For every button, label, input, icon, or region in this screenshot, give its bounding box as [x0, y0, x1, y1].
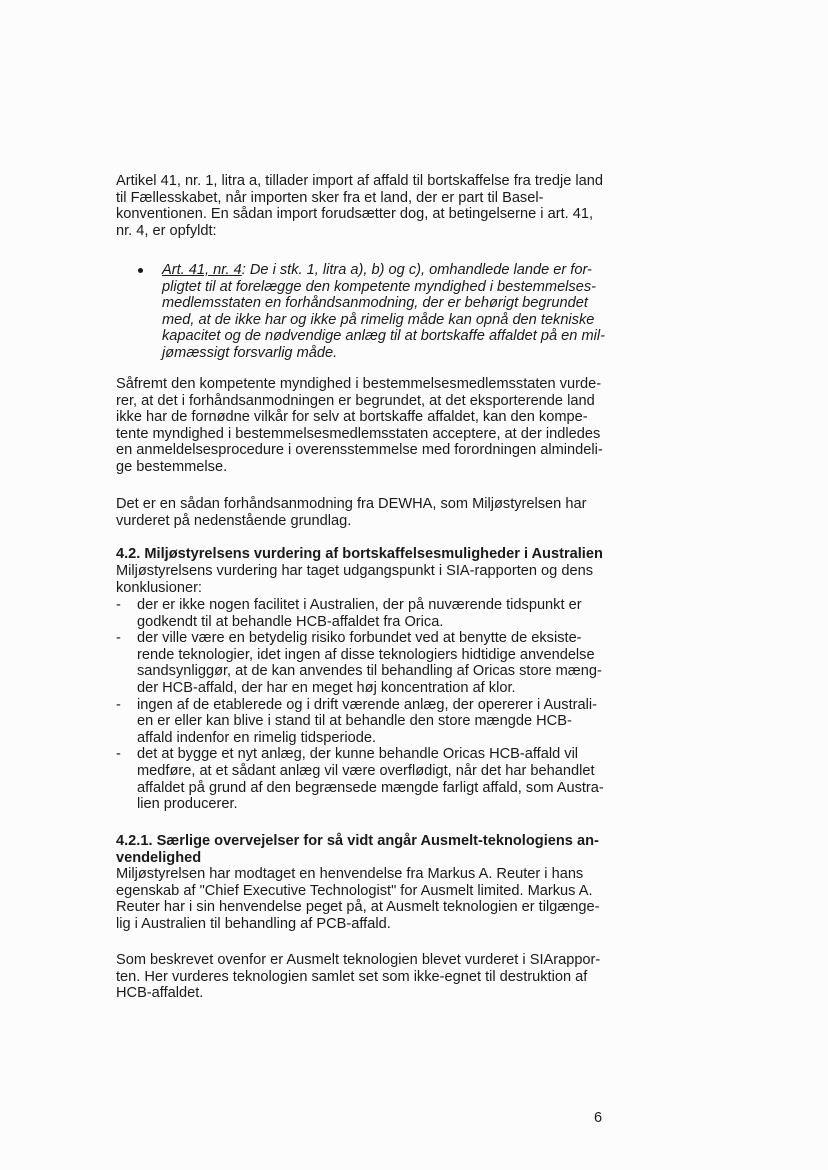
section-4-2-intro: [116, 563, 616, 596]
text-line: Reuter har i sin henvendelse peget på, at Ausmelt teknologien er tilgænge-: [116, 899, 600, 916]
text-line: jømæssigt forsvarlig måde.: [162, 344, 338, 361]
text-line: Artikel 41, nr. 1, litra a, tillader import af affald til bortskaffelse fra tredje land: [116, 173, 603, 189]
paragraph-article-41: [116, 173, 616, 239]
text-line: Miljøstyrelsens vurdering har taget udgangspunkt i SIA-rapporten og dens: [116, 563, 593, 579]
section-heading-4-2-1: [116, 833, 616, 866]
text-line: tente myndighed i bestemmelsesmedlemsstaten acceptere, at der indledes: [116, 425, 601, 442]
text-line: med, at de ikke har og ikke på rimelig måde kan opnå den tekniske: [162, 311, 595, 328]
text-line: affald indenfor en rimelig tidsperiode.: [137, 729, 377, 746]
heading-text: 4.2.1. Særlige overvejelser for så vidt angår Ausmelt-teknologiens an-: [116, 833, 599, 849]
dash-bullet: -: [116, 597, 121, 613]
bullet-icon: [138, 268, 143, 273]
text-line: der HCB-affald, der har en meget høj koncentration af klor.: [137, 679, 516, 696]
dash-bullet: -: [116, 696, 121, 713]
text-line: en er eller kan blive i stand til at behandle den store mængde HCB-: [137, 713, 572, 730]
list-item: [116, 630, 616, 696]
text-line: til Fællesskabet, når importen sker fra et land, der er part til Basel-: [116, 189, 544, 206]
text-line: konventionen. En sådan import forudsætter dog, at betingelserne i art. 41,: [116, 206, 594, 223]
text-line: medlemsstaten en forhåndsanmodning, der er behørigt begrundet: [162, 295, 588, 312]
text-line: : De i stk. 1, litra a), b) og c), omhandlede lande er for-: [241, 262, 592, 278]
text-line: ten. Her vurderes teknologien samlet set som ikke-egnet til destruktion af: [116, 968, 588, 985]
text-line: HCB-affaldet.: [116, 985, 204, 1002]
text-line: ingen af de etablerede og i drift værende anlæg, der opererer i Australi-: [137, 696, 597, 713]
paragraph-dewha-request: [116, 496, 616, 529]
text-line: kapacitet og de nødvendige anlæg til at bortskaffe affaldet på en mil-: [162, 328, 605, 345]
heading-text: vendelighed: [116, 849, 202, 866]
text-line: konklusioner:: [116, 579, 202, 596]
article-reference: Art. 41, nr. 4: [162, 262, 242, 278]
page-number: 6: [594, 1110, 603, 1126]
text-line: Miljøstyrelsen har modtaget en henvendelse fra Markus A. Reuter i hans: [116, 866, 584, 882]
dash-bullet: -: [116, 746, 121, 763]
paragraph-ausmelt-assessment: [116, 952, 616, 1002]
dash-bullet: -: [116, 630, 121, 647]
text-line: vurderet på nedenstående grundlag.: [116, 512, 352, 529]
text-line: sandsynliggør, at de kan anvendes til behandling af Oricas store mæng-: [137, 663, 602, 680]
text-line: rende teknologier, idet ingen af disse teknologiers hidtidige anvendelse: [137, 646, 595, 663]
text-line: der ville være en betydelig risiko forbundet ved at benytte de eksiste-: [137, 630, 582, 647]
section-heading-4-2: [116, 546, 616, 563]
text-line: affaldet på grund af den begrænsede mængde farligt affald, som Austra-: [137, 779, 604, 796]
list-item: [116, 746, 616, 812]
text-line: Som beskrevet ovenfor er Ausmelt teknologien blevet vurderet i SIArappor-: [116, 952, 601, 968]
paragraph-competent-authority: [116, 376, 616, 476]
conclusions-list: [116, 597, 616, 813]
text-line: det at bygge et nyt anlæg, der kunne behandle Oricas HCB-affald vil: [137, 746, 579, 763]
text-line: en anmeldelsesprocedure i overensstemmelse med forordningen almindeli-: [116, 442, 603, 459]
text-line: ikke har de fornødne vilkår for selv at bortskaffe affaldet, kan den kompe-: [116, 409, 588, 426]
text-line: lien producerer.: [137, 796, 238, 813]
text-line: der er ikke nogen facilitet i Australien, der på nuværende tidspunkt er: [137, 597, 582, 613]
text-line: medføre, at et sådant anlæg vil være overflødigt, når det har behandlet: [137, 762, 595, 779]
text-line: ge bestemmelse.: [116, 458, 228, 475]
text-line: rer, at det i forhåndsanmodningen er begrundet, at det eksporterende land: [116, 392, 595, 409]
text-line: pligtet til at forelægge den kompetente myndighed i bestemmelses-: [162, 278, 596, 295]
text-line: egenskab af "Chief Executive Technologist" for Ausmelt limited. Markus A.: [116, 882, 593, 899]
text-line: Såfremt den kompetente myndighed i bestemmelsesmedlemsstaten vurde-: [116, 376, 602, 392]
text-line: lig i Australien til behandling af PCB-affald.: [116, 915, 391, 932]
bullet-text: [162, 262, 605, 362]
heading-text: 4.2. Miljøstyrelsens vurdering af bortskaffelsesmuligheder i Australien: [116, 546, 603, 562]
list-item: [116, 597, 616, 630]
list-item: [116, 697, 616, 747]
text-line: nr. 4, er opfyldt:: [116, 222, 217, 239]
paragraph-ausmelt-inquiry: [116, 866, 616, 932]
text-line: Det er en sådan forhåndsanmodning fra DEWHA, som Miljøstyrelsen har: [116, 496, 587, 512]
text-line: godkendt til at behandle HCB-affaldet fra Orica.: [137, 613, 444, 630]
